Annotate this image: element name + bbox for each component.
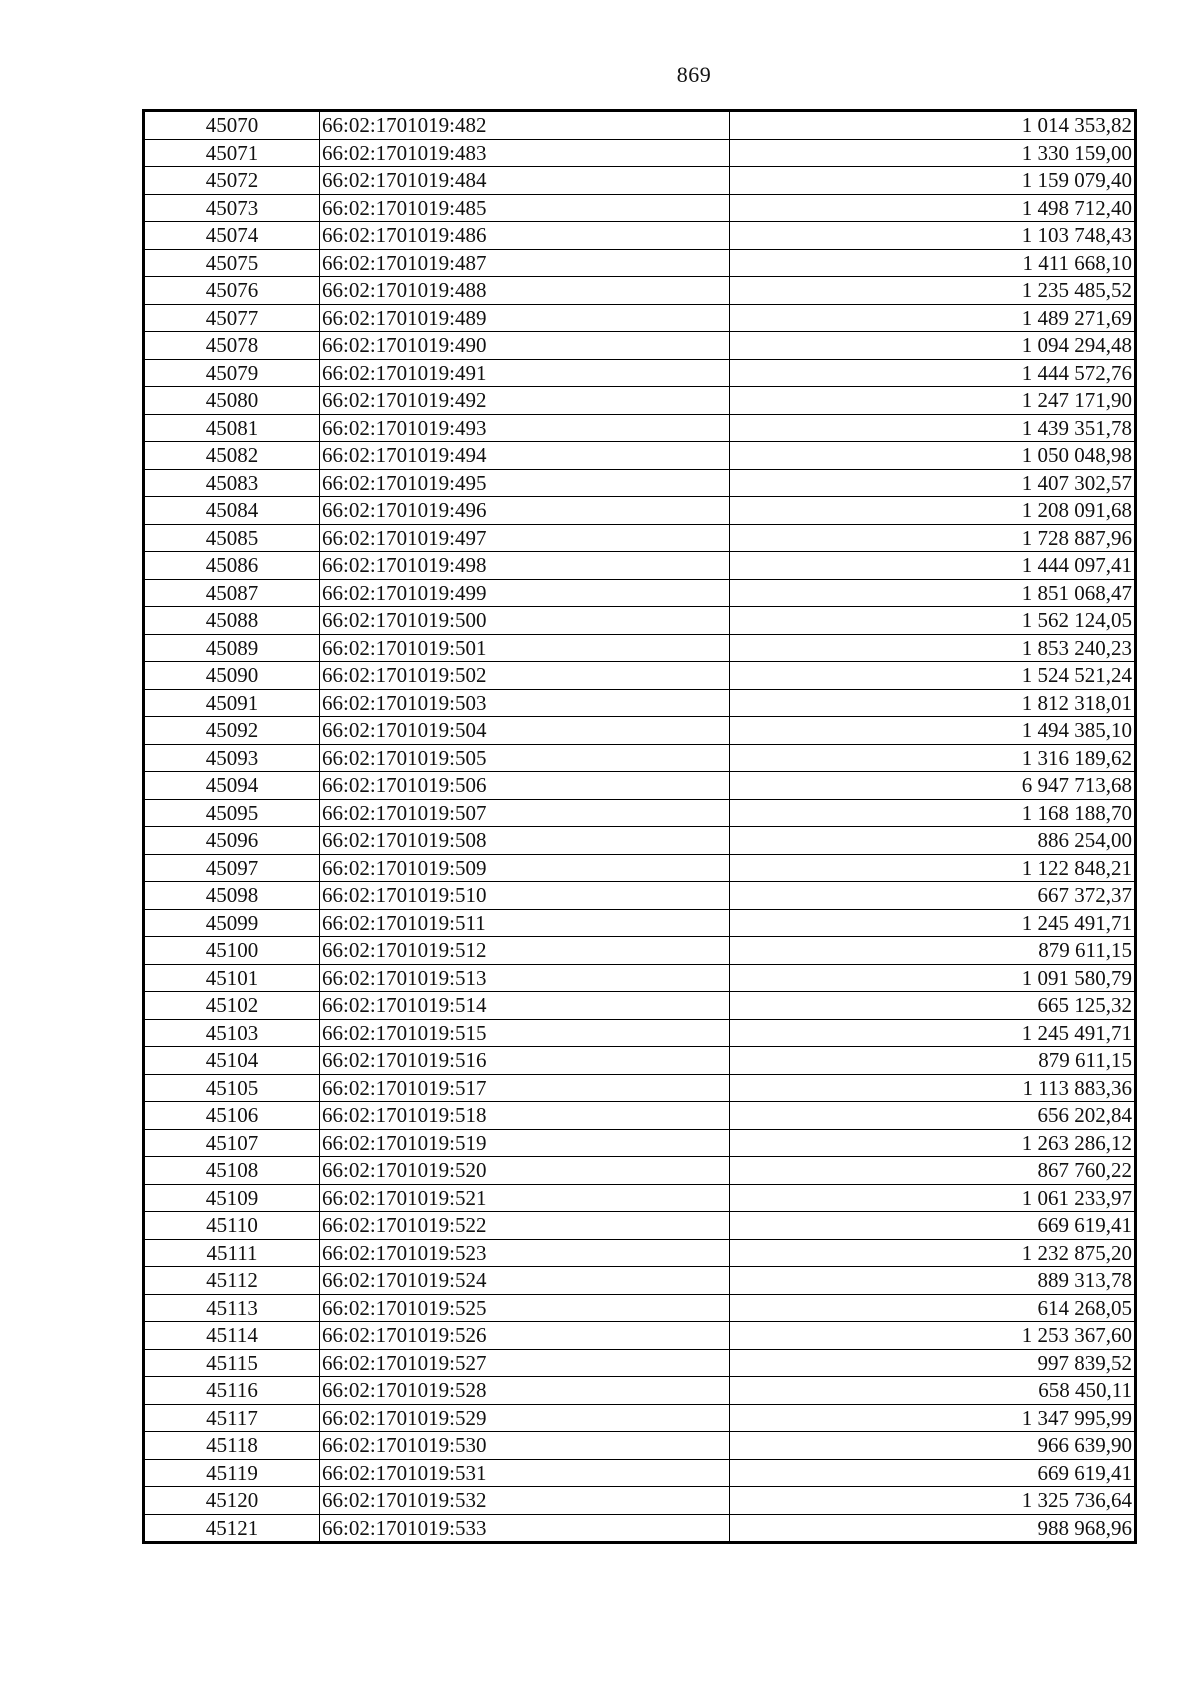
row-number-cell: 45106 [145,1102,320,1130]
table-row [145,524,1135,552]
row-number-cell: 45088 [145,607,320,635]
row-number-cell: 45079 [145,359,320,387]
table-row [145,1349,1135,1377]
table-row [145,469,1135,497]
table-row [145,744,1135,772]
row-number-cell: 45096 [145,827,320,855]
row-number-cell: 45093 [145,744,320,772]
cadastral-value-cell: 1 061 233,97 [730,1184,1135,1212]
row-number-cell: 45095 [145,799,320,827]
cadastral-number-cell: 66:02:1701019:515 [320,1019,730,1047]
row-number-cell: 45120 [145,1487,320,1515]
row-number-cell: 45102 [145,992,320,1020]
cadastral-number-cell: 66:02:1701019:500 [320,607,730,635]
table-row [145,1487,1135,1515]
cadastral-value-cell: 1 330 159,00 [730,139,1135,167]
cadastral-value-cell: 1 524 521,24 [730,662,1135,690]
cadastral-number-cell: 66:02:1701019:501 [320,634,730,662]
cadastral-number-cell: 66:02:1701019:527 [320,1349,730,1377]
cadastral-value-cell: 1 489 271,69 [730,304,1135,332]
cadastral-number-cell: 66:02:1701019:521 [320,1184,730,1212]
table-row [145,387,1135,415]
cadastral-number-cell: 66:02:1701019:483 [320,139,730,167]
table-row [145,607,1135,635]
cadastral-value-cell: 997 839,52 [730,1349,1135,1377]
cadastral-number-cell: 66:02:1701019:516 [320,1047,730,1075]
table-row [145,222,1135,250]
table-row [145,937,1135,965]
cadastral-value-cell: 1 411 668,10 [730,249,1135,277]
table-row [145,414,1135,442]
table-row [145,1294,1135,1322]
row-number-cell: 45118 [145,1432,320,1460]
cadastral-number-cell: 66:02:1701019:497 [320,524,730,552]
table-row [145,442,1135,470]
cadastral-number-cell: 66:02:1701019:533 [320,1514,730,1542]
row-number-cell: 45115 [145,1349,320,1377]
cadastral-value-cell: 1 325 736,64 [730,1487,1135,1515]
row-number-cell: 45085 [145,524,320,552]
table-row [145,882,1135,910]
row-number-cell: 45108 [145,1157,320,1185]
row-number-cell: 45094 [145,772,320,800]
row-number-cell: 45104 [145,1047,320,1075]
row-number-cell: 45084 [145,497,320,525]
cadastral-number-cell: 66:02:1701019:508 [320,827,730,855]
cadastral-value-cell: 886 254,00 [730,827,1135,855]
cadastral-value-cell: 1 253 367,60 [730,1322,1135,1350]
cadastral-number-cell: 66:02:1701019:505 [320,744,730,772]
cadastral-value-cell: 1 812 318,01 [730,689,1135,717]
row-number-cell: 45072 [145,167,320,195]
cadastral-number-cell: 66:02:1701019:531 [320,1459,730,1487]
cadastral-value-cell: 1 444 097,41 [730,552,1135,580]
row-number-cell: 45082 [145,442,320,470]
cadastral-value-cell: 614 268,05 [730,1294,1135,1322]
cadastral-value-cell: 879 611,15 [730,1047,1135,1075]
cadastral-value-cell: 1 439 351,78 [730,414,1135,442]
row-number-cell: 45111 [145,1239,320,1267]
cadastral-value-cell: 1 159 079,40 [730,167,1135,195]
table-row [145,1157,1135,1185]
row-number-cell: 45087 [145,579,320,607]
cadastral-value-cell: 667 372,37 [730,882,1135,910]
cadastral-number-cell: 66:02:1701019:484 [320,167,730,195]
cadastral-number-cell: 66:02:1701019:532 [320,1487,730,1515]
cadastral-value-cell: 1 444 572,76 [730,359,1135,387]
row-number-cell: 45086 [145,552,320,580]
cadastral-number-cell: 66:02:1701019:525 [320,1294,730,1322]
cadastral-value-cell: 669 619,41 [730,1212,1135,1240]
cadastral-number-cell: 66:02:1701019:494 [320,442,730,470]
table-row [145,1432,1135,1460]
table-row [145,249,1135,277]
table-row [145,1184,1135,1212]
row-number-cell: 45113 [145,1294,320,1322]
cadastral-number-cell: 66:02:1701019:524 [320,1267,730,1295]
table-row [145,662,1135,690]
cadastral-number-cell: 66:02:1701019:503 [320,689,730,717]
table-body [145,112,1135,1542]
cadastral-number-cell: 66:02:1701019:491 [320,359,730,387]
table-row [145,167,1135,195]
cadastral-number-cell: 66:02:1701019:485 [320,194,730,222]
table-row [145,717,1135,745]
row-number-cell: 45097 [145,854,320,882]
row-number-cell: 45114 [145,1322,320,1350]
row-number-cell: 45092 [145,717,320,745]
table-row [145,1212,1135,1240]
cadastral-value-cell: 1 113 883,36 [730,1074,1135,1102]
cadastral-number-cell: 66:02:1701019:498 [320,552,730,580]
table-row [145,1377,1135,1405]
row-number-cell: 45070 [145,112,320,140]
cadastral-value-cell: 1 094 294,48 [730,332,1135,360]
table-row [145,854,1135,882]
table-row [145,1102,1135,1130]
cadastral-number-cell: 66:02:1701019:486 [320,222,730,250]
row-number-cell: 45105 [145,1074,320,1102]
cadastral-value-cell: 1 091 580,79 [730,964,1135,992]
row-number-cell: 45116 [145,1377,320,1405]
cadastral-number-cell: 66:02:1701019:529 [320,1404,730,1432]
cadastral-number-cell: 66:02:1701019:499 [320,579,730,607]
cadastral-value-cell: 1 208 091,68 [730,497,1135,525]
cadastral-value-cell: 1 562 124,05 [730,607,1135,635]
row-number-cell: 45101 [145,964,320,992]
cadastral-value-cell: 669 619,41 [730,1459,1135,1487]
cadastral-value-cell: 1 245 491,71 [730,909,1135,937]
table-row [145,1267,1135,1295]
cadastral-value-cell: 1 494 385,10 [730,717,1135,745]
cadastral-value-cell: 658 450,11 [730,1377,1135,1405]
cadastral-number-cell: 66:02:1701019:514 [320,992,730,1020]
table-row [145,1322,1135,1350]
cadastral-number-cell: 66:02:1701019:511 [320,909,730,937]
cadastral-value-cell: 1 728 887,96 [730,524,1135,552]
table-row [145,1514,1135,1542]
cadastral-value-cell: 879 611,15 [730,937,1135,965]
table-row [145,772,1135,800]
row-number-cell: 45121 [145,1514,320,1542]
cadastral-value-cell: 6 947 713,68 [730,772,1135,800]
table-row [145,634,1135,662]
cadastral-number-cell: 66:02:1701019:490 [320,332,730,360]
row-number-cell: 45098 [145,882,320,910]
cadastral-number-cell: 66:02:1701019:528 [320,1377,730,1405]
table-row [145,964,1135,992]
cadastral-number-cell: 66:02:1701019:522 [320,1212,730,1240]
table-row [145,1074,1135,1102]
cadastral-value-cell: 1 122 848,21 [730,854,1135,882]
row-number-cell: 45075 [145,249,320,277]
cadastral-value-table [144,111,1135,1542]
table-row [145,827,1135,855]
row-number-cell: 45071 [145,139,320,167]
cadastral-value-cell: 1 498 712,40 [730,194,1135,222]
table-row [145,139,1135,167]
cadastral-number-cell: 66:02:1701019:512 [320,937,730,965]
table-row [145,552,1135,580]
cadastral-value-cell: 665 125,32 [730,992,1135,1020]
cadastral-number-cell: 66:02:1701019:517 [320,1074,730,1102]
table-row [145,112,1135,140]
table-row [145,277,1135,305]
table-row [145,359,1135,387]
row-number-cell: 45089 [145,634,320,662]
page-number: 869 [676,62,712,87]
cadastral-value-cell: 1 263 286,12 [730,1129,1135,1157]
row-number-cell: 45083 [145,469,320,497]
cadastral-value-cell: 1 014 353,82 [730,112,1135,140]
table-row [145,1129,1135,1157]
table-row [145,799,1135,827]
cadastral-value-cell: 1 235 485,52 [730,277,1135,305]
cadastral-value-cell: 966 639,90 [730,1432,1135,1460]
cadastral-number-cell: 66:02:1701019:509 [320,854,730,882]
cadastral-number-cell: 66:02:1701019:487 [320,249,730,277]
cadastral-number-cell: 66:02:1701019:493 [320,414,730,442]
cadastral-value-cell: 1 050 048,98 [730,442,1135,470]
table-row [145,992,1135,1020]
cadastral-value-cell: 1 316 189,62 [730,744,1135,772]
cadastral-number-cell: 66:02:1701019:518 [320,1102,730,1130]
cadastral-value-cell: 1 103 748,43 [730,222,1135,250]
cadastral-number-cell: 66:02:1701019:520 [320,1157,730,1185]
cadastral-value-cell: 1 347 995,99 [730,1404,1135,1432]
cadastral-number-cell: 66:02:1701019:506 [320,772,730,800]
cadastral-number-cell: 66:02:1701019:504 [320,717,730,745]
cadastral-number-cell: 66:02:1701019:489 [320,304,730,332]
cadastral-number-cell: 66:02:1701019:507 [320,799,730,827]
row-number-cell: 45080 [145,387,320,415]
row-number-cell: 45077 [145,304,320,332]
row-number-cell: 45109 [145,1184,320,1212]
row-number-cell: 45091 [145,689,320,717]
cadastral-value-cell: 1 168 188,70 [730,799,1135,827]
row-number-cell: 45100 [145,937,320,965]
cadastral-number-cell: 66:02:1701019:530 [320,1432,730,1460]
cadastral-number-cell: 66:02:1701019:523 [320,1239,730,1267]
cadastral-value-cell: 867 760,22 [730,1157,1135,1185]
cadastral-number-cell: 66:02:1701019:502 [320,662,730,690]
cadastral-value-cell: 988 968,96 [730,1514,1135,1542]
table-row [145,1019,1135,1047]
row-number-cell: 45112 [145,1267,320,1295]
row-number-cell: 45110 [145,1212,320,1240]
table-row [145,304,1135,332]
table-row [145,497,1135,525]
cadastral-value-cell: 656 202,84 [730,1102,1135,1130]
row-number-cell: 45099 [145,909,320,937]
row-number-cell: 45117 [145,1404,320,1432]
table-row [145,689,1135,717]
table-row [145,1459,1135,1487]
cadastral-number-cell: 66:02:1701019:513 [320,964,730,992]
row-number-cell: 45081 [145,414,320,442]
cadastral-number-cell: 66:02:1701019:496 [320,497,730,525]
cadastral-value-cell: 889 313,78 [730,1267,1135,1295]
row-number-cell: 45103 [145,1019,320,1047]
table-row [145,909,1135,937]
table-row [145,1404,1135,1432]
cadastral-value-cell: 1 851 068,47 [730,579,1135,607]
row-number-cell: 45074 [145,222,320,250]
cadastral-value-cell: 1 232 875,20 [730,1239,1135,1267]
cadastral-number-cell: 66:02:1701019:495 [320,469,730,497]
table-row [145,194,1135,222]
cadastral-number-cell: 66:02:1701019:526 [320,1322,730,1350]
cadastral-number-cell: 66:02:1701019:488 [320,277,730,305]
cadastral-value-cell: 1 247 171,90 [730,387,1135,415]
cadastral-value-cell: 1 853 240,23 [730,634,1135,662]
cadastral-number-cell: 66:02:1701019:492 [320,387,730,415]
row-number-cell: 45073 [145,194,320,222]
row-number-cell: 45107 [145,1129,320,1157]
table-row [145,332,1135,360]
table-row [145,1047,1135,1075]
cadastral-value-cell: 1 245 491,71 [730,1019,1135,1047]
row-number-cell: 45090 [145,662,320,690]
cadastral-value-cell: 1 407 302,57 [730,469,1135,497]
table-row [145,1239,1135,1267]
row-number-cell: 45078 [145,332,320,360]
cadastral-number-cell: 66:02:1701019:510 [320,882,730,910]
table-row [145,579,1135,607]
cadastral-number-cell: 66:02:1701019:482 [320,112,730,140]
row-number-cell: 45119 [145,1459,320,1487]
row-number-cell: 45076 [145,277,320,305]
cadastral-number-cell: 66:02:1701019:519 [320,1129,730,1157]
